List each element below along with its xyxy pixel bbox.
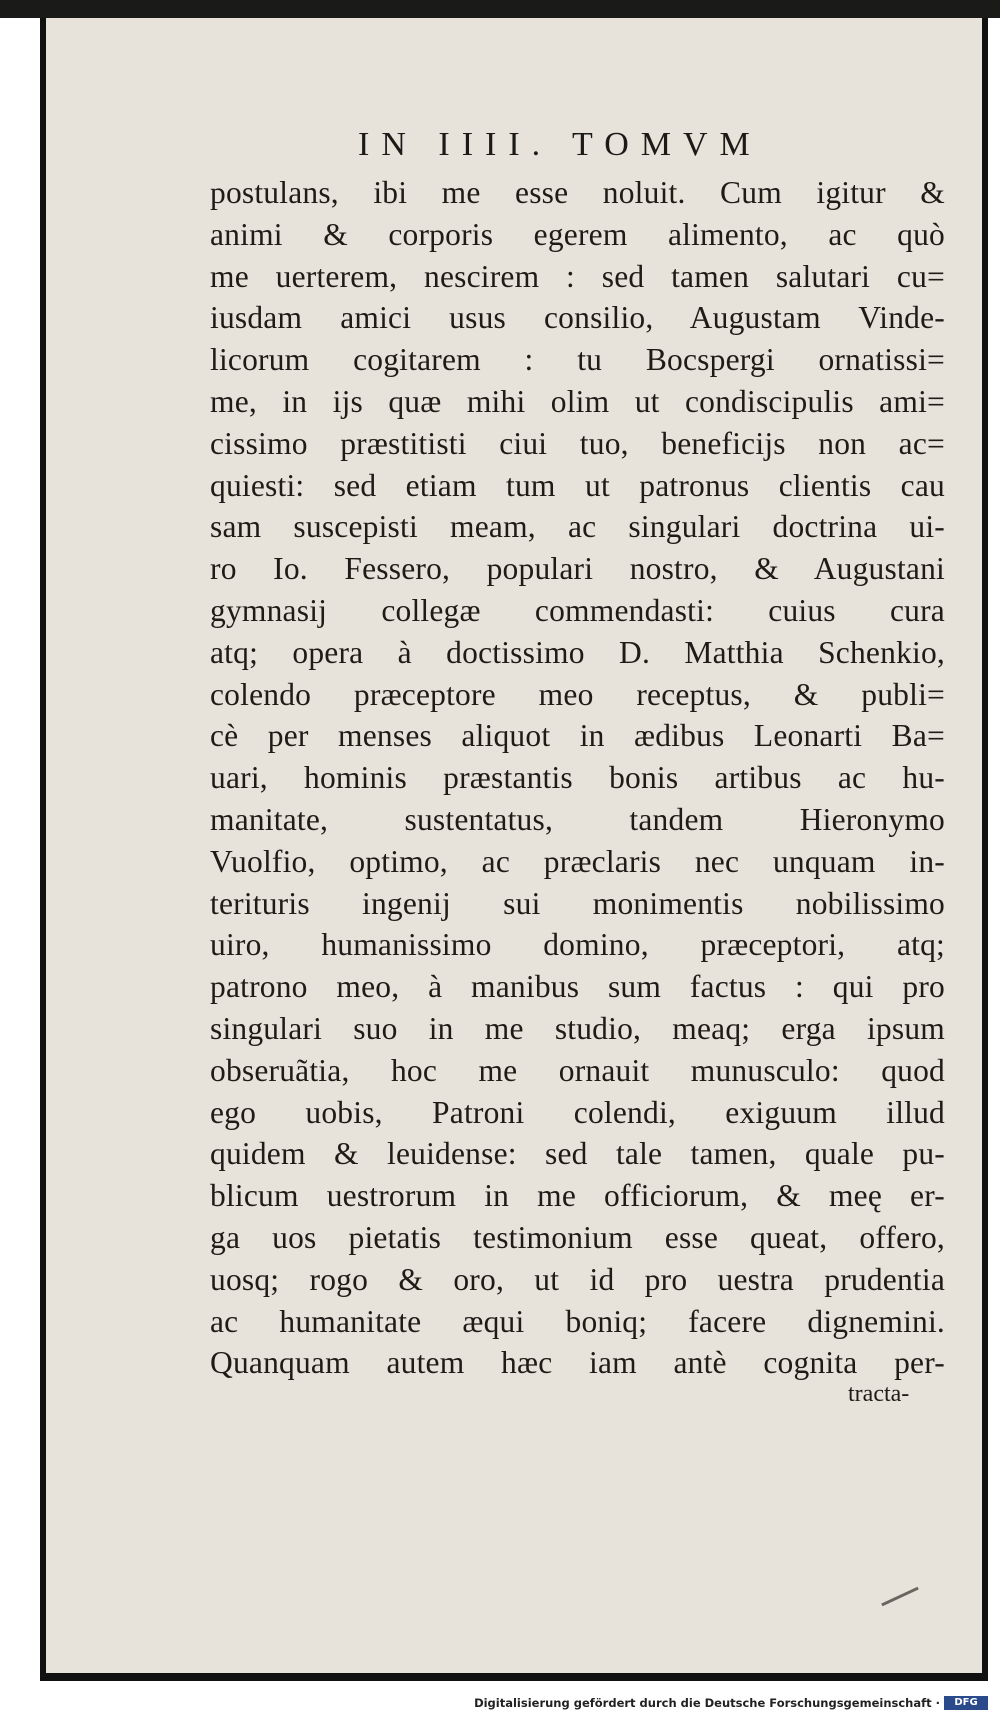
text-line: colendo præceptore meo receptus, & publi=	[210, 676, 945, 712]
text-line: sam suscepisti meam, ac singulari doctrina ui-	[210, 509, 945, 545]
text-line: Vuolfio, optimo, ac præclaris nec unquam in-	[210, 843, 945, 879]
text-line: blicum uestrorum in me officiorum, & meę er-	[210, 1178, 945, 1214]
catchword: tracta-	[848, 1381, 910, 1407]
text-line: quiesti: sed etiam tum ut patronus clientis cau	[210, 467, 945, 503]
footer-credit: Digitalisierung gefördert durch die Deutsche Forschungsgemeinschaft ·	[474, 1696, 940, 1710]
text-line: ego uobis, Patroni colendi, exiguum illud	[210, 1094, 945, 1130]
text-line: Quanquam autem hæc iam antè cognita per-	[210, 1345, 945, 1381]
text-line: ro Io. Fessero, populari nostro, & Augustani	[210, 551, 945, 587]
text-line: singulari suo in me studio, meaq; erga ipsum	[210, 1010, 945, 1046]
text-line: me, in ijs quæ mihi olim ut condiscipulis ami=	[210, 383, 945, 419]
text-line: uari, hominis præstantis bonis artibus ac hu-	[210, 760, 945, 796]
text-line: licorum cogitarem : tu Bocspergi ornatissi=	[210, 342, 945, 378]
text-line: ga uos pietatis testimonium esse queat, offero,	[210, 1219, 945, 1255]
dfg-logo-icon[interactable]: DFG	[944, 1696, 988, 1710]
body-text	[210, 172, 945, 1384]
text-line: gymnasij collegæ commendasti: cuius cura	[210, 592, 945, 628]
running-head: IN IIII. TOMVM	[358, 126, 762, 163]
text-line: quidem & leuidense: sed tale tamen, quale pu-	[210, 1136, 945, 1172]
text-line: atq; opera à doctissimo D. Matthia Schenkio,	[210, 634, 945, 670]
text-line: uiro, humanissimo domino, præceptori, atq;	[210, 927, 945, 963]
text-line: manitate, sustentatus, tandem Hieronymo	[210, 801, 945, 837]
text-line: patrono meo, à manibus sum factus : qui pro	[210, 969, 945, 1005]
digitization-footer	[0, 1694, 1000, 1713]
text-line: postulans, ibi me esse noluit. Cum igitur &	[210, 175, 945, 210]
text-line: terituris ingenij sui monimentis nobilissimo	[210, 885, 945, 921]
text-line: obseruãtia, hoc me ornauit munusculo: quod	[210, 1052, 945, 1088]
text-line: uosq; rogo & oro, ut id pro uestra prudentia	[210, 1261, 945, 1297]
text-line: me uerterem, nescirem : sed tamen salutari cu=	[210, 258, 945, 294]
text-line: animi & corporis egerem alimento, ac quò	[210, 216, 945, 252]
text-line: iusdam amici usus consilio, Augustam Vinde-	[210, 300, 945, 336]
text-line: cissimo præstitisti ciui tuo, beneficijs non ac=	[210, 425, 945, 461]
text-line: ac humanitate æqui boniq; facere dignemini.	[210, 1303, 945, 1339]
scan-border	[0, 0, 1000, 18]
text-line: cè per menses aliquot in ædibus Leonarti Ba=	[210, 718, 945, 754]
